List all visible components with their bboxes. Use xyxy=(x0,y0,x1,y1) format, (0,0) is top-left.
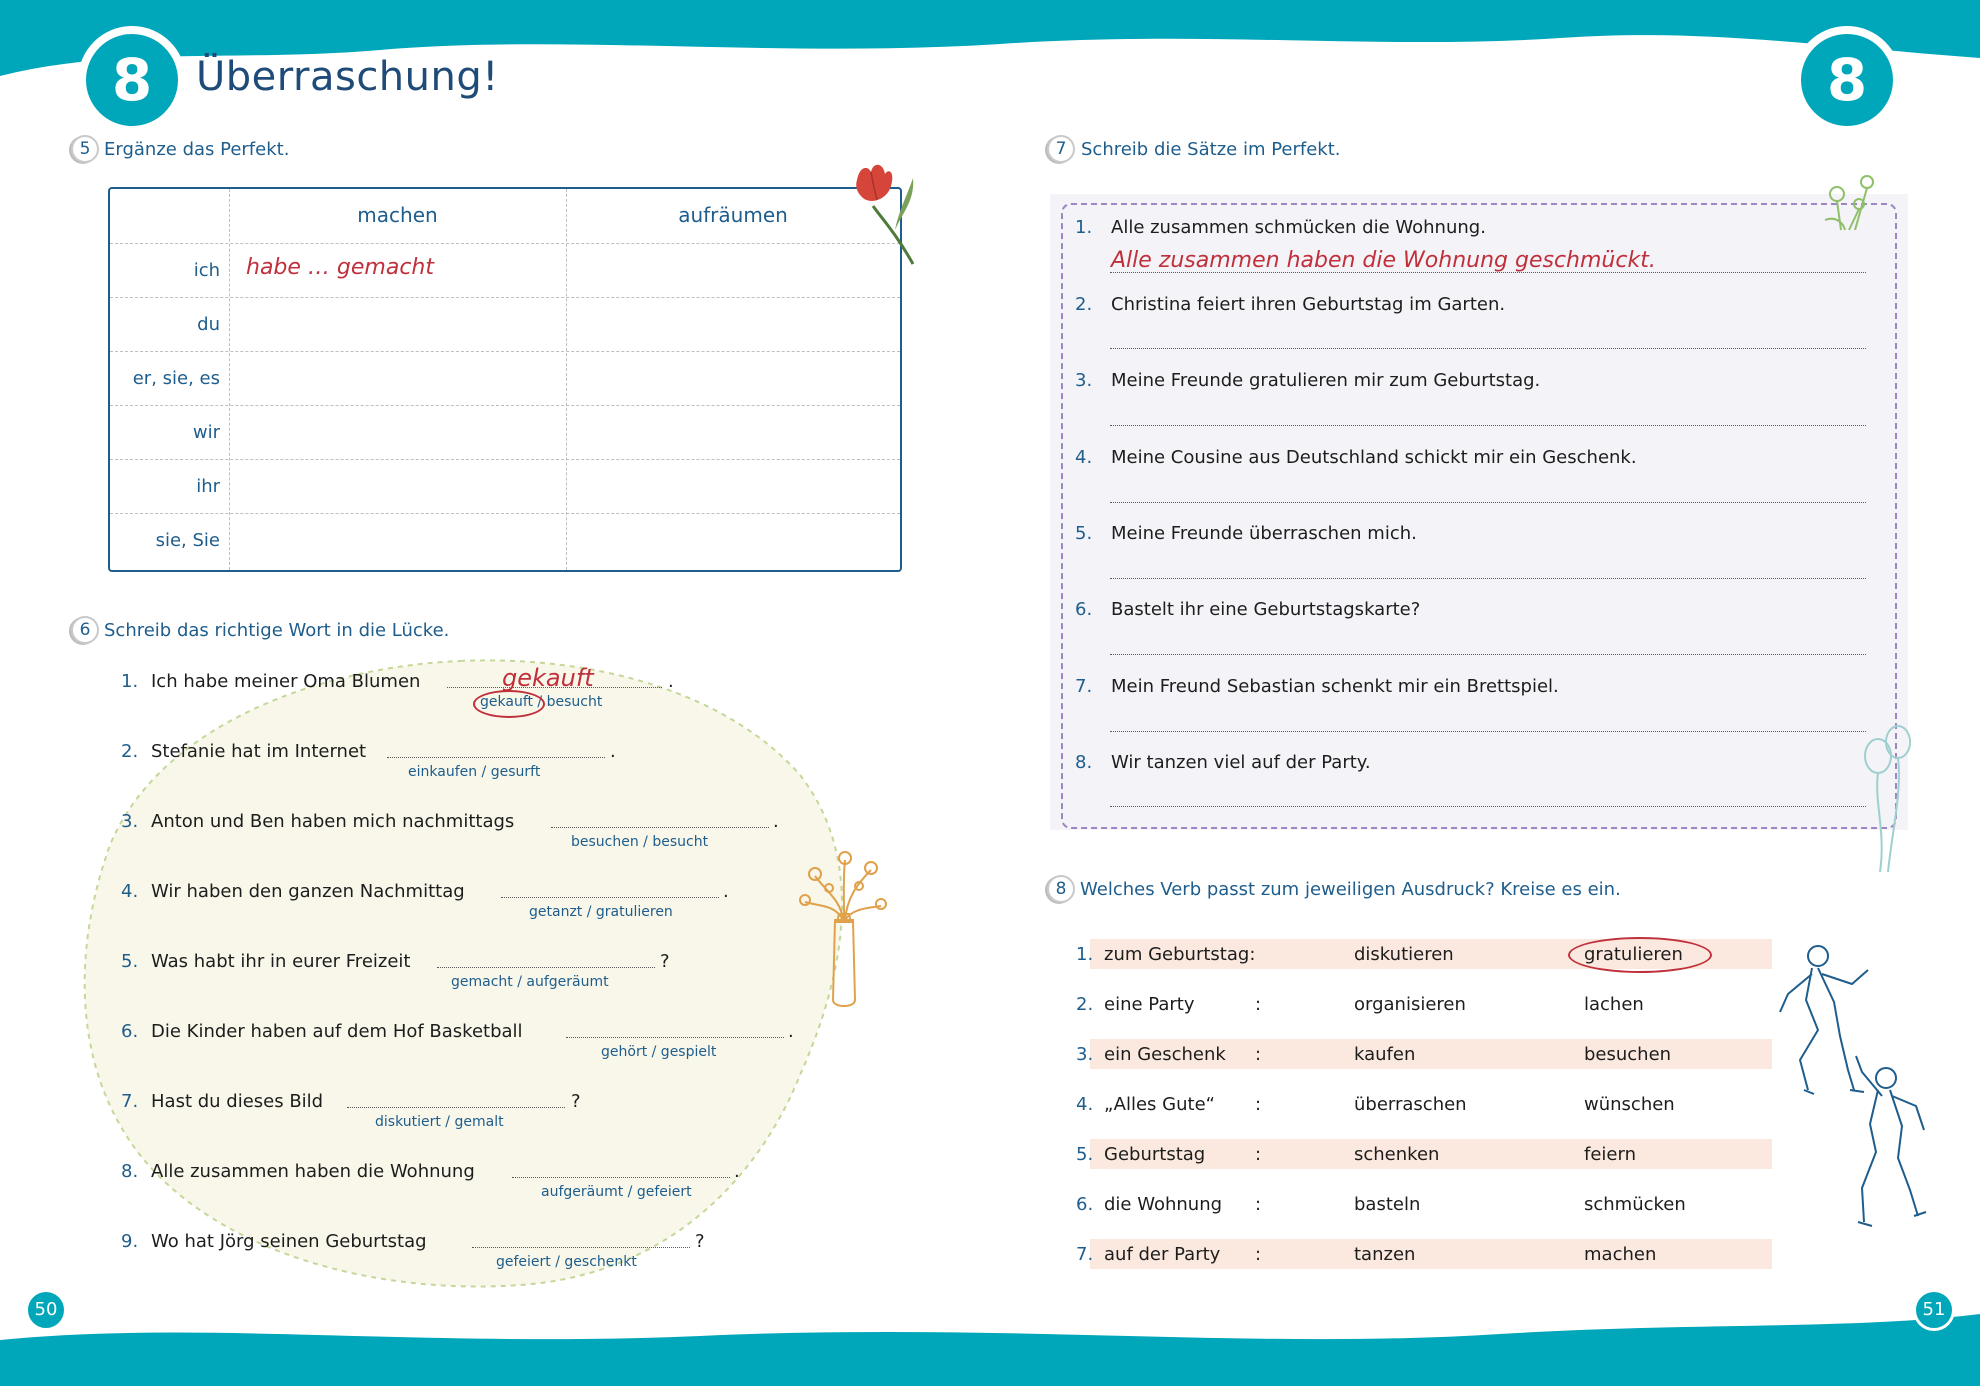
unit-number: 8 xyxy=(1801,34,1893,126)
circle-mark xyxy=(473,690,545,718)
verb-row: 2. eine Party : organisieren lachen xyxy=(1076,994,1644,1015)
circle-mark xyxy=(1568,937,1712,973)
footer-band xyxy=(0,1300,1980,1386)
verb-option[interactable]: schenken xyxy=(1354,1144,1440,1165)
page-number-left: 50 xyxy=(25,1289,67,1331)
word-options: gemacht / aufgeräumt xyxy=(451,974,609,990)
perfekt-table xyxy=(108,187,902,572)
verb-option[interactable]: wünschen xyxy=(1584,1094,1675,1115)
answer-line[interactable] xyxy=(1110,348,1866,349)
exercise-8-number: 8 xyxy=(1047,875,1075,903)
blank-line[interactable] xyxy=(512,1177,730,1178)
word-options: besuchen / besucht xyxy=(571,834,709,850)
verb-row: 7. auf der Party : tanzen machen xyxy=(1090,1239,1772,1269)
blank-line[interactable] xyxy=(501,897,719,898)
exercise-5-title: Ergänze das Perfekt. xyxy=(104,139,290,160)
verb-row: 6. die Wohnung : basteln schmücken xyxy=(1076,1194,1686,1215)
pronoun: ich xyxy=(193,260,220,281)
verb-option[interactable]: besuchen xyxy=(1584,1044,1672,1065)
sentence-item: 1. Ich habe meiner Oma Blumen xyxy=(121,671,421,692)
verb-row: 1. zum Geburtstag: diskutieren gratulieren xyxy=(1090,939,1772,969)
verb-option[interactable]: tanzen xyxy=(1354,1244,1416,1265)
unit-number: 8 xyxy=(86,34,178,126)
answer-line[interactable] xyxy=(1110,502,1866,503)
blank-line[interactable] xyxy=(437,967,655,968)
verb-option[interactable]: machen xyxy=(1584,1244,1657,1265)
pronoun: du xyxy=(197,314,220,335)
exercise-7-number: 7 xyxy=(1047,135,1075,163)
word-options: gefeiert / geschenkt xyxy=(496,1254,637,1270)
word-options: einkaufen / gesurft xyxy=(408,764,541,780)
verb-option[interactable]: organisieren xyxy=(1354,994,1466,1015)
exercise-5-number: 5 xyxy=(71,135,99,163)
pronoun: er, sie, es xyxy=(132,368,220,389)
blank-line[interactable] xyxy=(387,757,605,758)
example-answer: habe … gemacht xyxy=(246,255,434,280)
exercise-8-title: Welches Verb passt zum jeweiligen Ausdruck? Kreise es ein. xyxy=(1080,879,1621,900)
col-header-aufraeumen: aufräumen xyxy=(678,203,788,227)
verb-option[interactable]: schmücken xyxy=(1584,1194,1686,1215)
verb-option[interactable]: überraschen xyxy=(1354,1094,1467,1115)
blank-line[interactable] xyxy=(566,1037,784,1038)
answer-line[interactable] xyxy=(1110,731,1866,732)
verb-row: 4. „Alles Gute“ : überraschen wünschen xyxy=(1076,1094,1675,1115)
verb-option[interactable]: lachen xyxy=(1584,994,1644,1015)
blank-line[interactable] xyxy=(347,1107,565,1108)
tulip-icon xyxy=(855,160,920,270)
blank-line[interactable] xyxy=(551,827,769,828)
answer-cell[interactable] xyxy=(567,245,897,297)
word-options: gekauft / besucht xyxy=(480,694,603,710)
answer-line[interactable] xyxy=(1110,806,1866,807)
flower-vase-icon xyxy=(795,850,890,1015)
pronoun: ihr xyxy=(196,476,220,497)
answer-line[interactable] xyxy=(1110,272,1866,273)
unit-badge-left xyxy=(78,26,186,134)
verb-option[interactable]: basteln xyxy=(1354,1194,1421,1215)
verb-row: 5. Geburtstag : schenken feiern xyxy=(1090,1139,1772,1169)
answer-line[interactable] xyxy=(1110,425,1866,426)
word-options: aufgeräumt / gefeiert xyxy=(541,1184,692,1200)
balloons-icon xyxy=(1862,722,1912,882)
verb-option[interactable]: kaufen xyxy=(1354,1044,1416,1065)
exercise-6-number: 6 xyxy=(71,616,99,644)
exercise-7-title: Schreib die Sätze im Perfekt. xyxy=(1081,139,1341,160)
unit-title: Überraschung! xyxy=(196,54,499,100)
word-options: getanzt / gratulieren xyxy=(529,904,673,920)
filled-answer: gekauft xyxy=(502,664,594,692)
col-header-machen: machen xyxy=(357,203,438,227)
pronoun: sie, Sie xyxy=(155,530,220,551)
exercise-6-title: Schreib das richtige Wort in die Lücke. xyxy=(104,620,450,641)
word-options: diskutiert / gemalt xyxy=(375,1114,504,1130)
example-answer: Alle zusammen haben die Wohnung geschmückt. xyxy=(1111,248,1656,273)
verb-option[interactable]: feiern xyxy=(1584,1144,1636,1165)
answer-line[interactable] xyxy=(1110,654,1866,655)
flowers-icon xyxy=(1815,172,1887,234)
pronoun: wir xyxy=(192,422,220,443)
answer-line[interactable] xyxy=(1110,578,1866,579)
verb-row: 3. ein Geschenk : kaufen besuchen xyxy=(1090,1039,1772,1069)
dancing-people-icon xyxy=(1778,940,1928,1240)
blank-line[interactable] xyxy=(472,1247,690,1248)
verb-option[interactable]: gratulieren xyxy=(1584,944,1683,965)
word-options: gehört / gespielt xyxy=(601,1044,717,1060)
unit-badge-right xyxy=(1793,26,1901,134)
verb-option[interactable]: diskutieren xyxy=(1354,944,1454,965)
page-number-right: 51 xyxy=(1913,1289,1955,1331)
answer-cell[interactable] xyxy=(230,299,565,351)
